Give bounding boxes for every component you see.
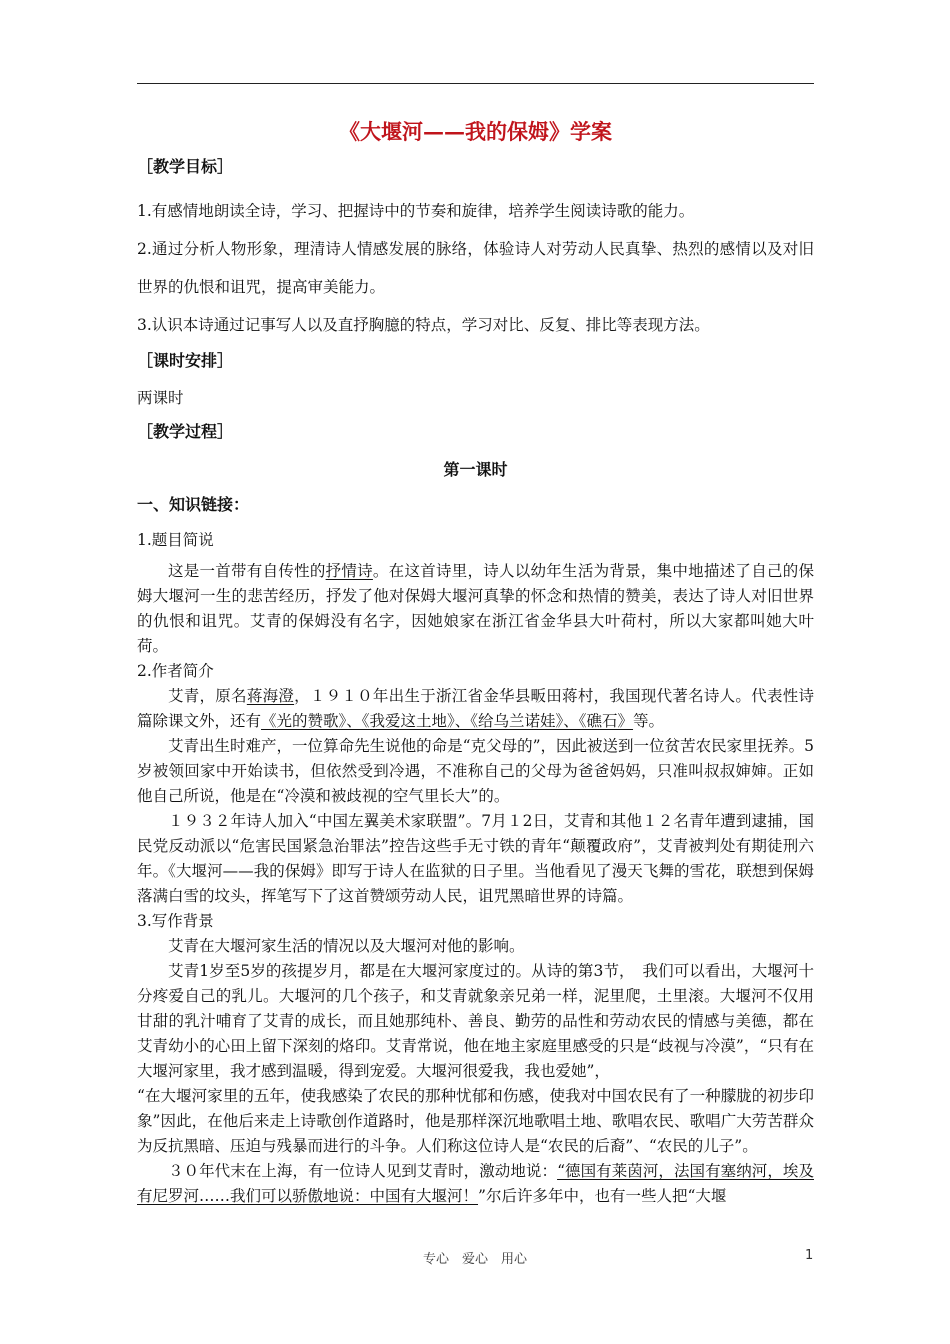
document-title: 《大堰河——我的保姆》学案 — [339, 119, 612, 144]
item1-paragraph: 这是一首带有自传性的抒情诗。在这首诗里，诗人以幼年生活为背景，集中地描述了自己的保姆大堰河一生的悲苦经历，抒发了他对保姆大堰河真挚的怀念和热情的赞美，表达了诗人对旧世界的仇恨和诅咒。艾青的保姆没有名字，因她娘家在浙江省金华县大叶荷村，所以大家都叫她大叶荷。 — [137, 562, 814, 655]
section-heading-goals: ［教学目标］ — [137, 157, 234, 176]
schedule-text: 两课时 — [137, 389, 184, 407]
goal-item-2: 2.通过分析人物形象，理清诗人情感发展的脉络，体验诗人对劳动人民真挚、热烈的感情以及对旧世界的仇恨和诅咒，提高审美能力。 — [137, 240, 814, 296]
section-heading-schedule: ［课时安排］ — [137, 351, 234, 370]
underlined-quote: “德国有莱茵河，法国有塞纳河，埃及有尼罗河……我们可以骄傲地说：中国有大堰河！ — [137, 1162, 814, 1205]
item3-paragraph-4: ３０年代末在上海，有一位诗人见到艾青时，激动地说：“德国有莱茵河，法国有塞纳河，埃及有尼罗河……我们可以骄傲地说：中国有大堰河！”尔后许多年中，也有一些人把“大堰 — [137, 1162, 814, 1205]
underlined-name: 蒋海澄 — [246, 687, 295, 705]
lesson-heading: 第一课时 — [443, 460, 508, 479]
item2-paragraph-1: 艾青，原名蒋海澄，１９１０年出生于浙江省金华县畈田蒋村，我国现代著名诗人。代表性诗篇除课文外，还有《光的赞歌》、《我爱这土地》、《给乌兰诺娃》、《礁石》等。 — [137, 687, 814, 730]
item2-label: 2.作者简介 — [137, 662, 214, 680]
item3-paragraph-1: 艾青在大堰河家生活的情况以及大堰河对他的影响。 — [168, 937, 525, 955]
document-body — [137, 118, 814, 1209]
page-number: 1 — [805, 1248, 814, 1263]
item3-paragraph-2: 艾青1岁至5岁的孩提岁月，都是在大堰河家度过的。从诗的第3节， 我们可以看出，大堰河十分疼爱自己的乳儿。大堰河的几个孩子，和艾青就象亲兄弟一样，泥里爬，土里滚。大堰河不仅用甘甜的乳汁哺育了艾青的成长，而且她那纯朴、善良、勤劳的品性和劳动农民的情感与美德，都在艾青幼小的心田上留下深刻的烙印。艾青常说，他在地主家庭里感受的只是“歧视与冷漠”，“只有在大堰河家里，我才感到温暖，得到宠爱。大堰河很爱我，我也爱她”， — [137, 962, 814, 1080]
item2-paragraph-3: １９３２年诗人加入“中国左翼美术家联盟”。7月１2日，艾青和其他１２名青年遭到逮捕，国民党反动派以“危害民国紧急治罪法”控告这些手无寸铁的青年“颠覆政府”，艾青被判处有期徒刑六年。《大堰河——我的保姆》即写于诗人在监狱的日子里。当他看见了漫天飞舞的雪花，联想到保姆落满白雪的坟头，挥笔写下了这首赞颂劳动人民，诅咒黑暗世界的诗篇。 — [137, 812, 814, 905]
section-heading-process: ［教学过程］ — [137, 422, 234, 441]
item3-label: 3.写作背景 — [137, 912, 214, 930]
header-rule — [137, 83, 814, 84]
item3-paragraph-3: “在大堰河家里的五年，使我感染了农民的那种忧郁和伤感，使我对中国农民有了一种朦胧的初步印象”因此，在他后来走上诗歌创作道路时，他是那样深沉地歌唱土地、歌唱农民、歌唱广大劳苦群众为反抗黑暗、压迫与残暴而进行的斗争。人们称这位诗人是“农民的后裔”、“农民的儿子”。 — [137, 1087, 814, 1155]
item1-label: 1.题目简说 — [137, 531, 214, 549]
knowledge-heading: 一、知识链接： — [137, 495, 250, 514]
footer-text: 专心 爱心 用心 — [422, 1252, 527, 1267]
goal-item-1: 1.有感情地朗读全诗，学习、把握诗中的节奏和旋律，培养学生阅读诗歌的能力。 — [137, 202, 695, 220]
item2-paragraph-2: 艾青出生时难产，一位算命先生说他的命是“克父母的”，因此被送到一位贫苦农民家里抚养。5岁被领回家中开始读书，但依然受到冷遇，不准称自己的父母为爸爸妈妈，只准叫叔叔婶婶。正如他自己所说，他是在“冷漠和被歧视的空气里长大”的。 — [137, 737, 814, 805]
underlined-works: 《光的赞歌》、《我爱这土地》、《给乌兰诺娃》、《礁石》 — [261, 712, 634, 730]
goal-item-3: 3.认识本诗通过记事写人以及直抒胸臆的特点，学习对比、反复、排比等表现方法。 — [137, 316, 710, 334]
underlined-term: 抒情诗 — [325, 562, 373, 580]
